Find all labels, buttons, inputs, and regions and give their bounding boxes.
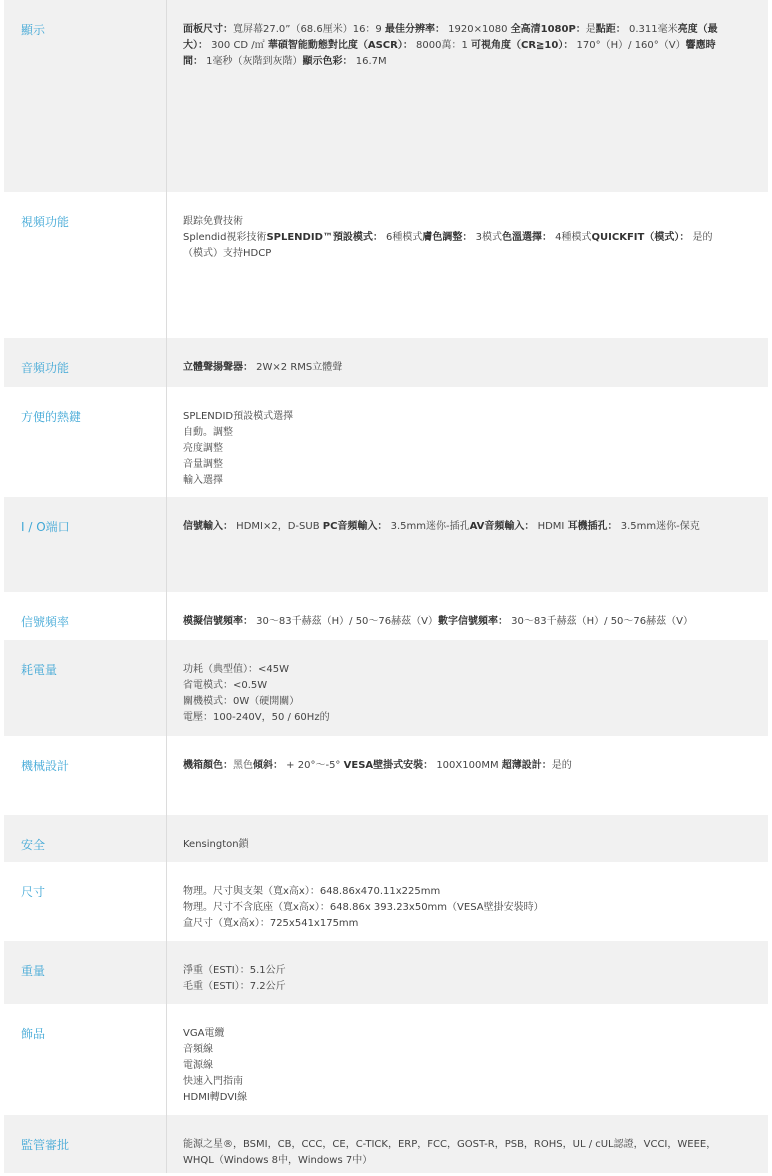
spec-text: 電源線 — [183, 1060, 213, 1071]
spec-row-mechanical — [4, 736, 768, 815]
spec-line — [183, 1042, 728, 1058]
spec-text: 音量調整 — [183, 459, 223, 470]
spec-text: 毛重（ESTI）：7.2公斤 — [183, 981, 286, 992]
spec-key: 華碩智能動態對比度（ASCR）： — [267, 40, 413, 51]
spec-text: 3.5mm迷你-保克 — [617, 521, 700, 532]
spec-text: HDMI — [534, 521, 568, 532]
spec-text: 2W×2 RMS立體聲 — [253, 362, 343, 373]
spec-label: 耗電量 — [4, 640, 167, 736]
spec-value — [167, 1004, 768, 1115]
spec-line — [183, 694, 728, 710]
spec-line — [183, 1026, 728, 1042]
spec-line — [183, 425, 728, 441]
spec-value — [167, 192, 768, 338]
spec-text: 物理。尺寸不含底座（寬x高x）：648.86x 393.23x50mm（VESA壁掛安裝時） — [183, 902, 544, 913]
spec-line — [183, 963, 728, 979]
spec-label: 尺寸 — [4, 862, 167, 941]
spec-text: 是的（模式）支持HDCP — [183, 232, 713, 259]
spec-value — [167, 338, 768, 387]
spec-value — [167, 941, 768, 1004]
spec-row-display — [4, 0, 768, 192]
spec-key: 面板尺寸： — [183, 24, 233, 35]
spec-row-weight — [4, 941, 768, 1004]
spec-key: 耳機插孔： — [567, 521, 618, 532]
spec-key: 點距： — [595, 24, 626, 35]
spec-text: 100X100MM — [433, 760, 502, 771]
spec-text: 是的 — [551, 760, 572, 771]
spec-key: 響應時間： — [183, 40, 716, 67]
spec-text: 自動。調整 — [183, 427, 233, 438]
spec-key: VESA壁掛式安裝： — [343, 760, 434, 771]
spec-text: VGA電纜 — [183, 1028, 225, 1039]
spec-row-accessories — [4, 1004, 768, 1115]
spec-key: 最佳分辨率： — [384, 24, 445, 35]
spec-key: PC音頻輸入： — [322, 521, 388, 532]
spec-row-signal-frequency — [4, 592, 768, 640]
spec-value — [167, 815, 768, 862]
spec-line — [183, 457, 728, 473]
spec-value — [167, 736, 768, 815]
spec-text: 輸入選擇 — [183, 475, 223, 486]
spec-line — [183, 473, 728, 489]
spec-text: 快速入門指南 — [183, 1076, 243, 1087]
spec-label: 音頻功能 — [4, 338, 167, 387]
spec-line — [183, 662, 728, 678]
spec-line — [183, 678, 728, 694]
spec-text: 6種模式 — [382, 232, 423, 243]
spec-text: 音頻線 — [183, 1044, 213, 1055]
spec-row-video — [4, 192, 768, 338]
spec-line — [183, 1074, 728, 1090]
spec-text: 物理。尺寸與支架（寬x高x）：648.86x470.11x225mm — [183, 886, 441, 897]
spec-line — [183, 409, 728, 425]
spec-key: 色溫選擇： — [501, 232, 552, 243]
spec-label: 機械設計 — [4, 736, 167, 815]
spec-key: 超薄設計： — [501, 760, 552, 771]
spec-text: HDMI轉DVI線 — [183, 1092, 248, 1103]
spec-text: 3模式 — [472, 232, 502, 243]
spec-label: 安全 — [4, 815, 167, 862]
spec-text: 盒尺寸（寬x高x）：725x541x175mm — [183, 918, 359, 929]
spec-key: 亮度（最大）： — [183, 24, 718, 51]
spec-label: 重量 — [4, 941, 167, 1004]
spec-key: 可視角度（CR≧10）： — [471, 40, 574, 51]
spec-value — [167, 862, 768, 941]
spec-text: Kensington鎖 — [183, 839, 249, 850]
spec-label: 顯示 — [4, 0, 167, 192]
spec-line — [183, 710, 728, 726]
spec-key: 立體聲揚聲器： — [183, 362, 253, 373]
spec-text: 寬屏幕27.0”（68.6厘米）16：9 — [233, 24, 385, 35]
spec-label: 監管審批 — [4, 1115, 167, 1173]
spec-label: I / O端口 — [4, 497, 167, 592]
spec-line — [183, 441, 728, 457]
spec-row-regulatory — [4, 1115, 768, 1173]
spec-value — [167, 0, 768, 192]
spec-value — [167, 1115, 768, 1173]
spec-text: 電壓：100-240V，50 / 60Hz的 — [183, 712, 330, 723]
spec-value — [167, 640, 768, 736]
spec-text: 16.7M — [352, 56, 387, 67]
spec-row-security — [4, 815, 768, 862]
spec-line — [183, 1090, 728, 1106]
spec-text: 亮度調整 — [183, 443, 223, 454]
spec-line — [183, 1058, 728, 1074]
spec-value — [167, 497, 768, 592]
spec-text: 1920×1080 — [444, 24, 511, 35]
spec-row-io-ports — [4, 497, 768, 592]
spec-text: 關機模式：0W（硬開關） — [183, 696, 300, 707]
spec-text: 省電模式：<0.5W — [183, 680, 268, 691]
spec-label: 方便的熱鍵 — [4, 387, 167, 497]
spec-key: 全高清1080P： — [510, 24, 586, 35]
spec-line — [183, 884, 728, 900]
spec-row-power — [4, 640, 768, 736]
spec-value — [167, 387, 768, 497]
spec-key: 模擬信號頻率： — [183, 616, 253, 627]
spec-row-audio — [4, 338, 768, 387]
spec-key: 傾斜： — [253, 760, 283, 771]
spec-text: 8000萬：1 — [412, 40, 472, 51]
spec-text: 4種模式 — [551, 232, 592, 243]
spec-key: QUICKFIT（模式）： — [591, 232, 690, 243]
spec-line — [183, 979, 728, 995]
spec-text: 0.311毫米 — [625, 24, 678, 35]
spec-line — [183, 230, 728, 262]
spec-text: 能源之星®，BSMI，CB，CCC，CE，C-TICK，ERP，FCC，GOST-R，PSB，ROHS，UL / cUL認證，VCCI，WEEE，WHQL（Windows 8中，Windows 7中） — [183, 1139, 717, 1166]
spec-key: 數字信號頻率： — [438, 616, 508, 627]
spec-label: 視頻功能 — [4, 192, 167, 338]
spec-table — [4, 0, 768, 1173]
spec-key: 顯示色彩： — [302, 56, 353, 67]
spec-text: 30～83千赫茲（H）/ 50～76赫茲（V） — [508, 616, 693, 627]
spec-text: 300 CD /㎡ — [208, 40, 268, 51]
spec-text: 3.5mm迷你-插孔 — [387, 521, 470, 532]
spec-text: 170°（H）/ 160°（V） — [573, 40, 686, 51]
spec-text: + 20°～-5° — [283, 760, 344, 771]
spec-key: 機箱顏色： — [183, 760, 233, 771]
spec-key: AV音頻輸入： — [469, 521, 535, 532]
spec-text: 30～83千赫茲（H）/ 50～76赫茲（V） — [253, 616, 438, 627]
spec-line — [183, 214, 728, 230]
spec-line — [183, 900, 728, 916]
spec-key: 信號輸入： — [183, 521, 233, 532]
spec-text: 淨重（ESTI）：5.1公斤 — [183, 965, 286, 976]
spec-row-hotkeys — [4, 387, 768, 497]
spec-key: 膚色調整： — [422, 232, 473, 243]
spec-label: 飾品 — [4, 1004, 167, 1115]
spec-label: 信號頻率 — [4, 592, 167, 640]
spec-text: SPLENDID預設模式選擇 — [183, 411, 294, 422]
spec-row-dimensions — [4, 862, 768, 941]
spec-text: 功耗（典型值）：<45W — [183, 664, 289, 675]
spec-text: Splendid視彩技術 — [183, 232, 267, 243]
spec-text: 是 — [585, 24, 596, 35]
spec-value — [167, 592, 768, 640]
spec-text: HDMI×2，D-SUB — [233, 521, 323, 532]
spec-text: 跟踪免費技術 — [183, 216, 243, 227]
spec-text: 1毫秒（灰階到灰階） — [203, 56, 303, 67]
spec-key: SPLENDID™預設模式： — [266, 232, 383, 243]
spec-text: 黑色 — [233, 760, 253, 771]
spec-line — [183, 916, 728, 932]
